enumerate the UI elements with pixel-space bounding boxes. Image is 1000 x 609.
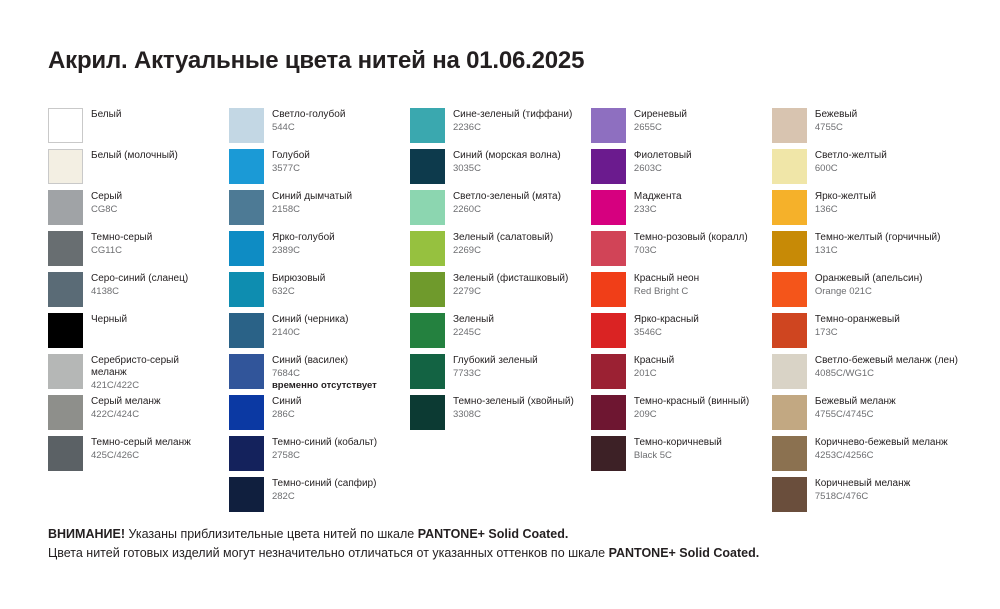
swatch-name: Коричневый меланж [814, 478, 911, 489]
color-swatch [229, 395, 264, 430]
color-swatch [410, 272, 445, 307]
color-swatch [591, 108, 626, 143]
swatch-labels [634, 108, 687, 133]
swatch-name: Голубой [271, 150, 310, 161]
swatch-labels [91, 149, 178, 163]
swatch-name: Сиреневый [633, 109, 688, 120]
color-swatch [591, 149, 626, 184]
color-swatch [591, 231, 626, 266]
swatch-name: Маджента [633, 191, 682, 202]
swatch-code: 4755C/4745C [814, 408, 874, 420]
swatch-code: Orange 021C [814, 285, 872, 297]
swatch-name: Красный [633, 355, 675, 366]
swatch-row[interactable] [591, 313, 772, 354]
color-swatch [229, 149, 264, 184]
swatch-column-5 [772, 108, 958, 518]
swatch-labels [91, 354, 211, 391]
swatch-labels [634, 272, 699, 297]
swatch-code: 2158C [271, 203, 300, 215]
swatch-name: Ярко-красный [633, 314, 699, 325]
color-swatch [48, 395, 83, 430]
swatch-code: 2245C [452, 326, 481, 338]
swatch-code: 4253C/4256C [814, 449, 874, 461]
swatch-code: 600C [814, 162, 838, 174]
swatch-row[interactable] [410, 108, 591, 149]
swatch-row[interactable] [48, 313, 229, 354]
swatch-name: Фиолетовый [633, 150, 692, 161]
swatch-row[interactable] [410, 395, 591, 436]
footer-line-2 [48, 544, 968, 563]
swatch-name: Бирюзовый [271, 273, 326, 284]
color-swatch [229, 231, 264, 266]
swatch-code: 422C/424C [91, 408, 140, 420]
swatch-labels [272, 477, 376, 502]
swatch-row[interactable] [48, 436, 229, 477]
swatch-code: 233C [633, 203, 657, 215]
swatch-row[interactable] [410, 149, 591, 190]
swatch-labels [815, 231, 941, 256]
swatch-row[interactable] [229, 231, 410, 272]
color-swatch [772, 395, 807, 430]
swatch-labels [272, 354, 377, 391]
swatch-name: Синий (василек) [271, 355, 349, 366]
swatch-name: Темно-синий (кобальт) [271, 437, 378, 448]
swatch-name: Глубокий зеленый [452, 355, 538, 366]
swatch-row[interactable] [772, 272, 958, 313]
swatch-labels [815, 313, 900, 338]
swatch-row[interactable] [229, 149, 410, 190]
swatch-name: Оранжевый (апельсин) [814, 273, 923, 284]
swatch-name: Темно-серый [91, 232, 153, 243]
swatch-labels [634, 354, 674, 379]
color-swatch [48, 149, 83, 184]
swatch-name: Темно-желтый (горчичный) [814, 232, 941, 243]
swatch-code: 282C [271, 490, 295, 502]
swatch-labels [453, 231, 553, 256]
swatch-name: Синий [271, 396, 302, 407]
swatch-row[interactable] [772, 436, 958, 477]
swatch-column-4 [591, 108, 772, 518]
footer-note [48, 525, 968, 564]
swatch-row[interactable] [772, 108, 958, 149]
swatch-row[interactable] [772, 149, 958, 190]
swatch-code: 3546C [633, 326, 662, 338]
color-swatch [591, 395, 626, 430]
swatch-row[interactable] [48, 149, 229, 190]
swatch-labels [453, 149, 561, 174]
color-swatch [229, 272, 264, 307]
swatch-code: 7518C/476C [814, 490, 869, 502]
swatch-labels [815, 190, 876, 215]
footer-line-2-text: Цвета нитей готовых изделий могут незначительно отличаться от указанных оттенков по шкале [48, 546, 609, 561]
swatch-labels [815, 149, 887, 174]
color-swatch [410, 149, 445, 184]
swatch-row[interactable] [591, 354, 772, 395]
page-title: Акрил. Актуальные цвета нитей на 01.06.2025 [48, 47, 585, 74]
swatch-code: 421C/422C [91, 379, 140, 391]
color-swatch [48, 231, 83, 266]
footer-pantone-label-1: PANTONE+ Solid Coated. [417, 527, 569, 541]
footer-line-1-text: Указаны приблизительные цвета нитей по шкале [125, 527, 418, 541]
color-swatch [772, 190, 807, 225]
swatch-name: Бежевый меланж [814, 396, 896, 407]
footer-attention-label: ВНИМАНИЕ! [48, 527, 125, 541]
color-swatch [410, 108, 445, 143]
swatch-row[interactable] [772, 190, 958, 231]
swatch-labels [634, 313, 699, 338]
color-swatch [772, 354, 807, 389]
swatch-row[interactable] [591, 149, 772, 190]
swatch-row[interactable] [591, 436, 772, 477]
swatch-labels [91, 108, 121, 122]
swatch-labels [272, 395, 302, 420]
swatch-row[interactable] [772, 477, 958, 518]
swatch-row[interactable] [772, 313, 958, 354]
swatch-name: Темно-синий (сапфир) [271, 478, 377, 489]
footer-pantone-label-2: PANTONE+ Solid Coated. [608, 546, 760, 561]
swatch-name: Белый (молочный) [91, 150, 178, 161]
swatch-row[interactable] [229, 395, 410, 436]
swatch-code: 209C [633, 408, 657, 420]
swatch-code: 4085C/WG1C [814, 367, 875, 379]
color-swatch [410, 190, 445, 225]
swatch-labels [272, 108, 345, 133]
swatch-name: Зеленый (салатовый) [452, 232, 554, 243]
swatch-labels [272, 436, 377, 461]
swatch-name: Сине-зеленый (тиффани) [452, 109, 573, 120]
swatch-name: Зеленый [452, 314, 494, 325]
swatch-row[interactable] [591, 231, 772, 272]
swatch-labels [91, 190, 122, 215]
swatch-labels [272, 231, 335, 256]
swatch-labels [91, 313, 127, 327]
swatch-code: 632C [271, 285, 295, 297]
color-swatch [48, 190, 83, 225]
color-swatch [48, 108, 83, 143]
swatch-labels [453, 272, 568, 297]
swatch-name: Темно-серый меланж [91, 437, 191, 448]
swatch-labels [91, 395, 161, 420]
swatch-row[interactable] [229, 436, 410, 477]
swatch-code: 7733C [452, 367, 481, 379]
swatch-row[interactable] [48, 108, 229, 149]
swatch-row[interactable] [410, 272, 591, 313]
swatch-name: Белый [91, 109, 122, 120]
swatch-name: Темно-розовый (коралл) [633, 232, 748, 243]
color-swatch [229, 354, 264, 389]
swatch-code: Red Bright C [633, 285, 689, 297]
swatch-name: Темно-зеленый (хвойный) [452, 396, 574, 407]
swatch-column-1 [48, 108, 229, 518]
swatch-name: Коричнево-бежевый меланж [814, 437, 948, 448]
swatch-code: 703C [633, 244, 657, 256]
swatch-labels [634, 395, 749, 420]
swatch-name: Светло-желтый [814, 150, 887, 161]
swatch-row[interactable] [591, 190, 772, 231]
swatch-row[interactable] [229, 354, 410, 395]
swatch-row[interactable] [772, 231, 958, 272]
swatch-row[interactable] [229, 190, 410, 231]
swatch-column-2 [229, 108, 410, 518]
color-swatch [48, 354, 83, 389]
color-swatch [772, 313, 807, 348]
swatch-labels [634, 436, 722, 461]
swatch-row[interactable] [591, 395, 772, 436]
swatch-code: 136C [814, 203, 838, 215]
swatch-note: временно отсутствует [271, 380, 377, 391]
swatch-code: 3308C [452, 408, 481, 420]
color-swatch [772, 149, 807, 184]
color-swatch [229, 436, 264, 471]
color-swatch [229, 477, 264, 512]
swatch-code: 2140C [271, 326, 300, 338]
swatch-row[interactable] [772, 395, 958, 436]
swatch-name: Ярко-голубой [271, 232, 335, 243]
swatch-labels [815, 436, 948, 461]
swatch-labels [272, 272, 325, 297]
color-swatch [591, 190, 626, 225]
color-swatch [591, 354, 626, 389]
swatch-code: 173C [814, 326, 838, 338]
swatch-row[interactable] [48, 231, 229, 272]
swatch-labels [815, 395, 896, 420]
color-swatch [410, 313, 445, 348]
swatch-labels [453, 108, 572, 133]
color-swatch [229, 313, 264, 348]
swatch-code: 286C [271, 408, 295, 420]
color-swatch [772, 272, 807, 307]
swatch-code: CG11C [91, 244, 122, 256]
swatch-labels [453, 395, 574, 420]
color-swatch [410, 354, 445, 389]
swatch-code: CG8C [91, 203, 118, 215]
swatch-labels [91, 436, 191, 461]
swatch-row[interactable] [48, 395, 229, 436]
swatch-name: Зеленый (фисташковый) [452, 273, 569, 284]
color-swatch [772, 108, 807, 143]
swatch-labels [815, 477, 910, 502]
swatch-column-3 [410, 108, 591, 518]
swatch-name: Темно-оранжевый [814, 314, 900, 325]
swatch-name: Черный [91, 314, 128, 325]
swatch-labels [91, 231, 152, 256]
color-swatch [48, 436, 83, 471]
swatch-name: Бежевый [814, 109, 858, 120]
color-swatch [48, 272, 83, 307]
color-swatch [772, 231, 807, 266]
swatch-name: Светло-зеленый (мята) [452, 191, 561, 202]
swatch-labels [453, 313, 494, 338]
swatch-name: Ярко-желтый [814, 191, 877, 202]
swatch-name: Синий (черника) [271, 314, 349, 325]
swatch-row[interactable] [229, 272, 410, 313]
swatch-row[interactable] [229, 108, 410, 149]
swatch-row[interactable] [772, 354, 958, 395]
color-swatch [229, 190, 264, 225]
swatch-name: Серо-синий (сланец) [91, 273, 189, 284]
color-swatch [772, 477, 807, 512]
swatch-code: 3577C [271, 162, 300, 174]
swatch-code: 2260C [452, 203, 481, 215]
swatch-name: Серый меланж [91, 396, 161, 407]
swatch-labels [91, 272, 188, 297]
swatch-row[interactable] [410, 313, 591, 354]
swatch-code: 2269C [452, 244, 481, 256]
swatch-code: 4755C [814, 121, 843, 133]
swatch-name: Красный неон [633, 273, 700, 284]
swatch-code: 3035C [452, 162, 481, 174]
swatch-row[interactable] [48, 190, 229, 231]
color-swatch [591, 313, 626, 348]
swatch-code: 4138C [91, 285, 119, 297]
swatch-code: 2389C [271, 244, 300, 256]
color-swatch [591, 436, 626, 471]
footer-line-1 [48, 525, 968, 544]
swatch-labels [453, 190, 561, 215]
swatch-code: 2758C [271, 449, 300, 461]
swatch-labels [815, 272, 923, 297]
swatch-code: 2655C [633, 121, 662, 133]
swatch-name: Светло-бежевый меланж (лен) [814, 355, 958, 366]
swatch-name: Синий дымчатый [271, 191, 353, 202]
swatch-labels [634, 149, 692, 174]
swatch-code: 7684C [271, 367, 300, 379]
swatch-row[interactable] [229, 477, 410, 518]
swatch-code: Black 5C [633, 449, 672, 461]
swatch-name: Темно-коричневый [633, 437, 722, 448]
swatch-row[interactable] [48, 354, 229, 395]
swatch-row[interactable] [591, 108, 772, 149]
swatch-labels [272, 190, 352, 215]
swatch-labels [272, 313, 349, 338]
swatch-row[interactable] [410, 190, 591, 231]
swatch-code: 425C/426C [91, 449, 140, 461]
swatch-name: Серебристо-серый меланж [91, 355, 179, 378]
swatch-name: Темно-красный (винный) [633, 396, 750, 407]
color-swatch [410, 231, 445, 266]
swatch-columns [48, 108, 958, 518]
swatch-labels [634, 231, 748, 256]
swatch-labels [453, 354, 538, 379]
swatch-name: Светло-голубой [271, 109, 346, 120]
color-swatch [772, 436, 807, 471]
color-swatch [591, 272, 626, 307]
swatch-code: 131C [814, 244, 838, 256]
swatch-labels [815, 108, 857, 133]
swatch-row[interactable] [48, 272, 229, 313]
swatch-labels [634, 190, 682, 215]
swatch-code: 201C [633, 367, 657, 379]
swatch-row[interactable] [229, 313, 410, 354]
swatch-code: 2236C [452, 121, 481, 133]
swatch-row[interactable] [591, 272, 772, 313]
swatch-code: 2603C [633, 162, 662, 174]
swatch-row[interactable] [410, 354, 591, 395]
swatch-labels [272, 149, 310, 174]
color-swatch [410, 395, 445, 430]
swatch-row[interactable] [410, 231, 591, 272]
swatch-name: Серый [91, 191, 123, 202]
color-swatch [229, 108, 264, 143]
swatch-code: 544C [271, 121, 295, 133]
swatch-labels [815, 354, 958, 379]
swatch-code: 2279C [452, 285, 481, 297]
color-swatch [48, 313, 83, 348]
swatch-name: Синий (морская волна) [452, 150, 561, 161]
